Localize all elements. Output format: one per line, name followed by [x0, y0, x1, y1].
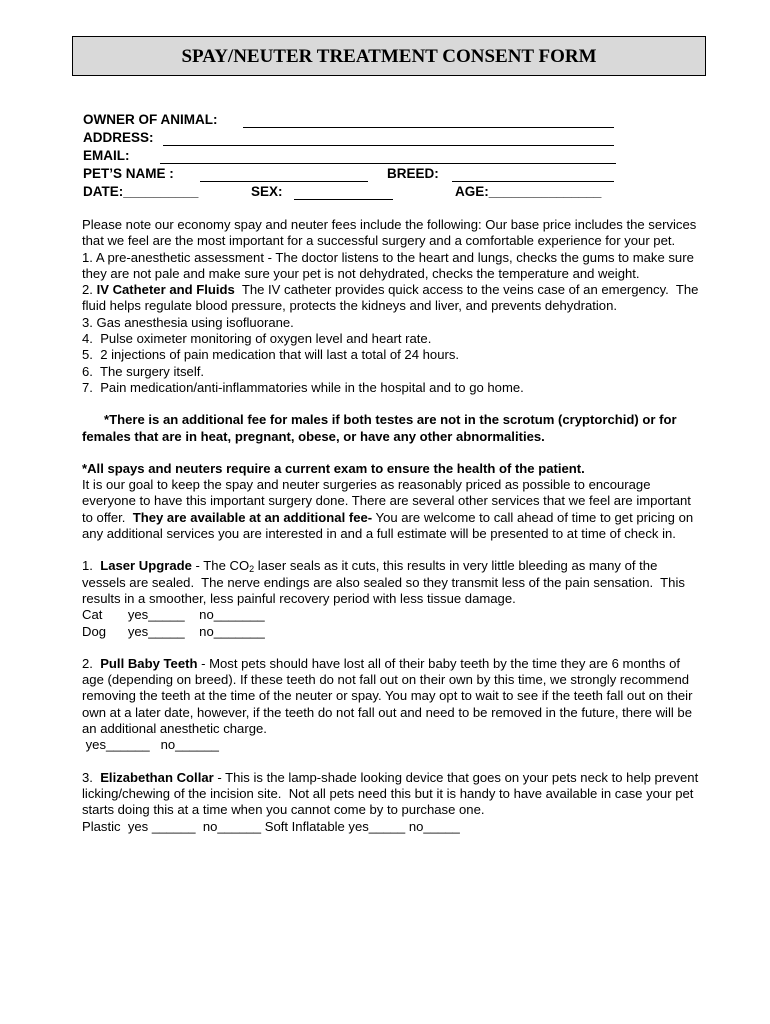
owner-label: OWNER OF ANIMAL: — [83, 112, 218, 127]
form-body — [82, 217, 709, 835]
form-title: SPAY/NEUTER TREATMENT CONSENT FORM — [72, 36, 706, 76]
owner-row — [83, 112, 643, 130]
baby-teeth-paragraph: 2. Pull Baby Teeth - Most pets should have lost all of their baby teeth by the time they are 6 months of age (depending on breed). If these teeth do not fall out on their own by this time, we strongly recommend removing the teeth at the time of the neuter or spay. You may opt to wait to see if the teeth fall out on their own at a later date, however, if the teeth do not fall out and need to be removed in the future, there will be an additional anesthetic charge. — [82, 655, 693, 737]
laser-dog-options[interactable]: Dog yes_____ no_______ — [82, 623, 265, 639]
list-item-3: 3. Gas anesthesia using isofluorane. — [82, 314, 294, 330]
elizabethan-collar-paragraph: 3. Elizabethan Collar - This is the lamp-shade looking device that goes on your pets neck to help prevent licking/chewing of the incision site. Not all pets need this but it is handy to have available in case your pet starts doing this at a time when you cannot come by to purchase one. — [82, 769, 702, 818]
additional-fee-note: *There is an additional fee for males if both testes are not in the scrotum (cryptorchid) or for females that are in heat, pregnant, obese, or have any other abnormalities. — [82, 412, 677, 444]
email-input-line[interactable] — [160, 163, 616, 164]
address-input-line[interactable] — [163, 145, 614, 146]
list-item-7: 7. Pain medication/anti-inflammatories while in the hospital and to go home. — [82, 379, 524, 395]
pet-row — [83, 166, 643, 184]
collar-options[interactable]: Plastic yes ______ no______ Soft Inflatable yes_____ no_____ — [82, 818, 460, 834]
breed-label: BREED: — [387, 166, 439, 181]
age-field[interactable]: AGE:_______________ — [455, 184, 602, 199]
breed-input-line[interactable] — [452, 181, 614, 182]
laser-cat-options[interactable]: Cat yes_____ no_______ — [82, 607, 265, 623]
laser-upgrade-paragraph: 1. Laser Upgrade - The $CO_2$ laser seals as it cuts, this results in very little bleeding as many of the vessels are sealed. The nerve endings are also sealed so they transmit less of the pain sensation. This results in a smoother, less painful recovery period with less tissue damage. — [82, 558, 689, 606]
email-row — [83, 148, 643, 166]
exam-required-note: *All spays and neuters require a current exam to ensure the health of the patient. — [82, 460, 585, 476]
goal-paragraph: It is our goal to keep the spay and neuter surgeries as reasonably priced as possible to encourage everyone to have this important surgery done. There are several other services that we feel are important to offer. They are available at an additional fee- You are welcome to call ahead of time to get pricing on any additional services you are interested in and a full estimate will be presented to at time of check in. — [82, 477, 695, 542]
list-item-6: 6. The surgery itself. — [82, 363, 205, 379]
intro-paragraph: Please note our economy spay and neuter fees include the following: Our base price includes the services that we feel are the most important for a successful surgery and a comfortable experience for your pet. — [82, 217, 697, 249]
pet-name-input-line[interactable] — [200, 181, 368, 182]
iv-catheter-heading: IV Catheter and Fluids — [96, 282, 235, 298]
list-item-1: 1. A pre-anesthetic assessment - The doctor listens to the heart and lungs, checks the gums to make sure they are not pale and make sure your pet is not dehydrated, checks the temperature and weight. — [82, 249, 709, 281]
pet-name-label: PET’S NAME : — [83, 166, 174, 181]
baby-teeth-options[interactable]: yes______ no______ — [82, 737, 219, 753]
list-item-4: 4. Pulse oximeter monitoring of oxygen level and heart rate. — [82, 331, 432, 347]
owner-info-fields — [83, 112, 643, 202]
email-label: EMAIL: — [83, 148, 130, 163]
sex-input-line[interactable] — [294, 199, 393, 200]
elizabethan-collar-heading: Elizabethan Collar — [100, 769, 214, 785]
baby-teeth-heading: Pull Baby Teeth — [100, 655, 198, 671]
list-item-2: 2. IV Catheter and Fluids The IV catheter provides quick access to the veins case of an emergency. The fluid helps regulate blood pressure, protects the kidneys and liver, and prevents dehydration. — [82, 282, 703, 314]
sex-label: SEX: — [251, 184, 283, 199]
address-row — [83, 130, 643, 148]
address-label: ADDRESS: — [83, 130, 154, 145]
date-field[interactable]: DATE:__________ — [83, 184, 199, 199]
list-item-5: 5. 2 injections of pain medication that will last a total of 24 hours. — [82, 347, 460, 363]
owner-input-line[interactable] — [243, 127, 614, 128]
laser-upgrade-heading: Laser Upgrade — [100, 558, 192, 574]
date-row — [83, 184, 643, 202]
